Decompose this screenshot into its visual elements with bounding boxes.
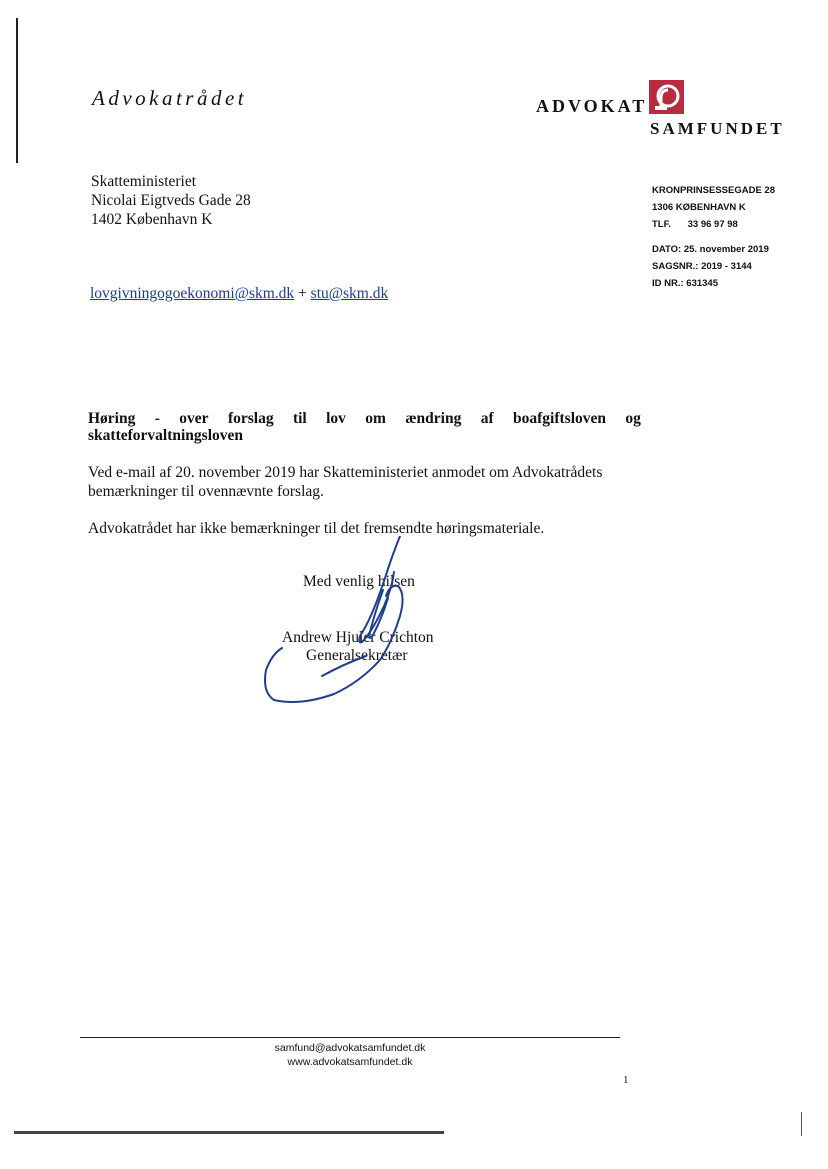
- letter-paragraph-2: Advokatrådet har ikke bemærkninger til det fremsendte høringsmateriale.: [88, 520, 545, 537]
- case-number: SAGSNR.: 2019 - 3144: [652, 261, 752, 272]
- handwritten-signature: [260, 536, 430, 711]
- footer: [80, 1041, 620, 1069]
- letter-date: DATO: 25. november 2019: [652, 244, 769, 255]
- recipient-address: [91, 172, 251, 229]
- email-separator: +: [298, 285, 307, 302]
- logo-text-advokat: ADVOKAT: [536, 96, 648, 116]
- subject-word: lov: [326, 410, 346, 427]
- subject-word: af: [480, 410, 494, 427]
- phone-label: TLF.: [652, 219, 671, 230]
- subject-word: boafgiftsloven: [513, 410, 607, 427]
- id-number: ID NR.: 631345: [652, 278, 719, 289]
- page-number: 1: [623, 1074, 629, 1086]
- closing-greeting: Med venlig hilsen: [303, 573, 415, 590]
- subject-word: -: [154, 410, 160, 427]
- recipient-street: Nicolai Eigtveds Gade 28: [91, 192, 251, 209]
- letter-paragraph-1: Ved e-mail af 20. november 2019 har Skatteministeriet anmodet om Advokatrådets bemærkninger til ovennævnte forslag.: [88, 464, 603, 500]
- email-link-1[interactable]: lovgivningogoekonomi@skm.dk: [90, 285, 295, 302]
- subject-line-1: [88, 410, 641, 427]
- sender-address: KRONPRINSESSEGADE 28: [652, 185, 776, 196]
- sender-info: [652, 182, 775, 292]
- subject-word: Høring: [88, 410, 136, 427]
- scan-edge-right: [801, 1112, 802, 1136]
- subject-word: om: [365, 410, 386, 427]
- signer-name: Andrew Hjuler Crichton: [282, 629, 434, 646]
- letter-subject: [88, 410, 641, 444]
- sender-postal: 1306 KØBENHAVN K: [652, 202, 746, 213]
- subject-word: over: [179, 410, 209, 427]
- footer-email[interactable]: samfund@advokatsamfundet.dk: [274, 1042, 426, 1054]
- recipient-emails: [90, 285, 388, 303]
- subject-word: ændring: [405, 410, 462, 427]
- recipient-city: 1402 København K: [91, 211, 213, 228]
- email-link-2[interactable]: stu@skm.dk: [310, 285, 389, 302]
- subject-line-2: skatteforvaltningsloven: [88, 427, 243, 444]
- logo-mark-icon: [649, 80, 684, 114]
- subject-word: til: [292, 410, 307, 427]
- scan-edge-bottom: [14, 1131, 444, 1134]
- phone-number: 33 96 97 98: [687, 219, 738, 230]
- recipient-name: Skatteministeriet: [91, 173, 197, 190]
- subject-word: forslag: [227, 410, 274, 427]
- sender-phone: [652, 216, 775, 233]
- footer-website[interactable]: www.advokatsamfundet.dk: [287, 1056, 413, 1068]
- scan-edge-left: [16, 18, 18, 163]
- sender-name: Advokatrådet: [92, 86, 248, 110]
- footer-divider: [80, 1037, 620, 1038]
- signer-title: Generalsekretær: [306, 647, 408, 664]
- subject-word: og: [625, 410, 641, 427]
- logo-text-samfundet: SAMFUNDET: [650, 119, 785, 138]
